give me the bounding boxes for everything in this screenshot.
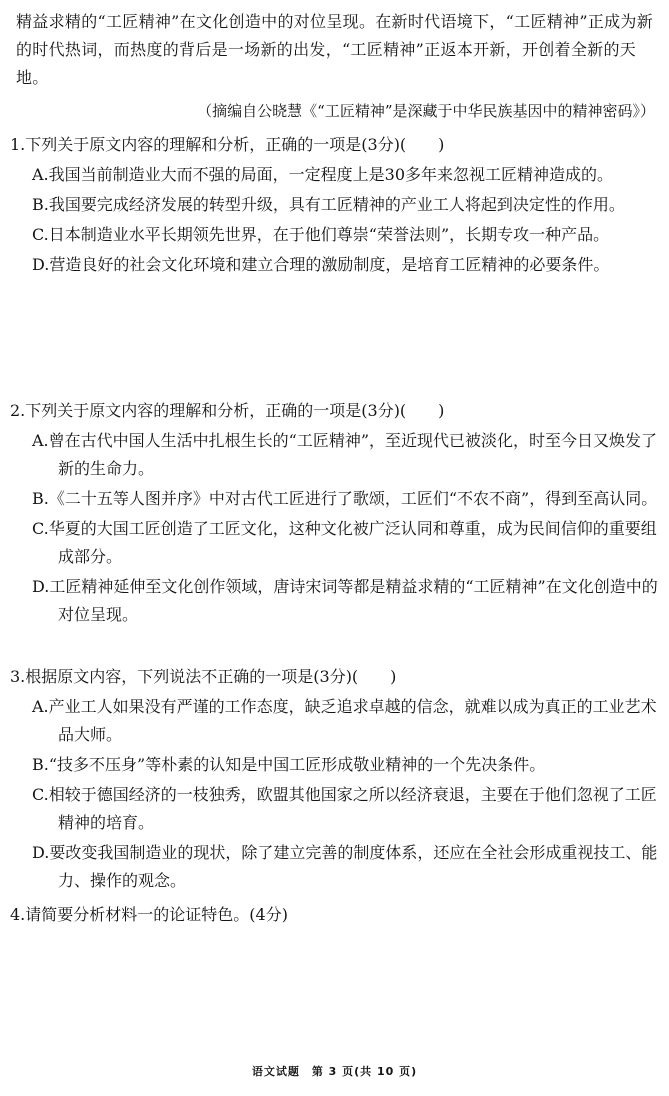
page-footer: 语文试题 第 3 页(共 10 页) xyxy=(251,1065,418,1078)
question-2 xyxy=(10,397,658,629)
option-d: D.营造良好的社会文化环境和建立合理的激励制度，是培育工匠精神的必要条件。 xyxy=(32,255,610,274)
question-1 xyxy=(10,131,658,279)
question-stem: 1.下列关于原文内容的理解和分析，正确的一项是(3分)( ) xyxy=(10,135,445,154)
question-4 xyxy=(10,901,658,929)
option-d: D.要改变我国制造业的现状，除了建立完善的制度体系，还应在全社会形成重视技工、能力、操作的观念。 xyxy=(32,843,658,890)
option-c: C.相较于德国经济的一枝独秀，欧盟其他国家之所以经济衰退，主要在于他们忽视了工匠精神的培育。 xyxy=(32,785,657,832)
option-a: A.产业工人如果没有严谨的工作态度，缺乏追求卓越的信念，就难以成为真正的工业艺术品大师。 xyxy=(32,697,657,744)
option-d: D.工匠精神延伸至文化创作领域，唐诗宋词等都是精益求精的“工匠精神”在文化创造中的对位呈现。 xyxy=(32,577,658,624)
option-b: B.“技多不压身”等朴素的认知是中国工匠形成敬业精神的一个先决条件。 xyxy=(32,755,546,774)
option-b: B.我国要完成经济发展的转型升级，具有工匠精神的产业工人将起到决定性的作用。 xyxy=(32,195,625,214)
option-c: C.日本制造业水平长期领先世界，在于他们尊崇“荣誉法则”，长期专攻一种产品。 xyxy=(32,225,610,244)
question-3 xyxy=(10,663,658,895)
option-b: B.《二十五等人图并序》中对古代工匠进行了歌颂，工匠们“不农不商”，得到至高认同。 xyxy=(32,489,658,508)
passage-text: 精益求精的“工匠精神”在文化创造中的对位呈现。在新时代语境下，“工匠精神”正成为新的时代热词，而热度的背后是一场新的出发，“工匠精神”正返本开新，开创着全新的天地。 xyxy=(16,12,654,87)
option-c: C.华夏的大国工匠创造了工匠文化，这种文化被广泛认同和尊重，成为民间信仰的重要组成部分。 xyxy=(32,519,657,566)
question-stem: 4.请简要分析材料一的论证特色。(4分) xyxy=(10,905,288,924)
passage-source: （摘编自公晓慧《“工匠精神”是深藏于中华民族基因中的精神密码》） xyxy=(197,102,655,120)
question-stem: 3.根据原文内容，下列说法不正确的一项是(3分)( ) xyxy=(10,667,397,686)
option-a: A.曾在古代中国人生活中扎根生长的“工匠精神”，至近现代已被淡化，时至今日又焕发了新的生命力。 xyxy=(32,431,658,478)
question-stem: 2.下列关于原文内容的理解和分析，正确的一项是(3分)( ) xyxy=(10,401,445,420)
option-a: A.我国当前制造业大而不强的局面，一定程度上是30多年来忽视工匠精神造成的。 xyxy=(32,165,614,184)
